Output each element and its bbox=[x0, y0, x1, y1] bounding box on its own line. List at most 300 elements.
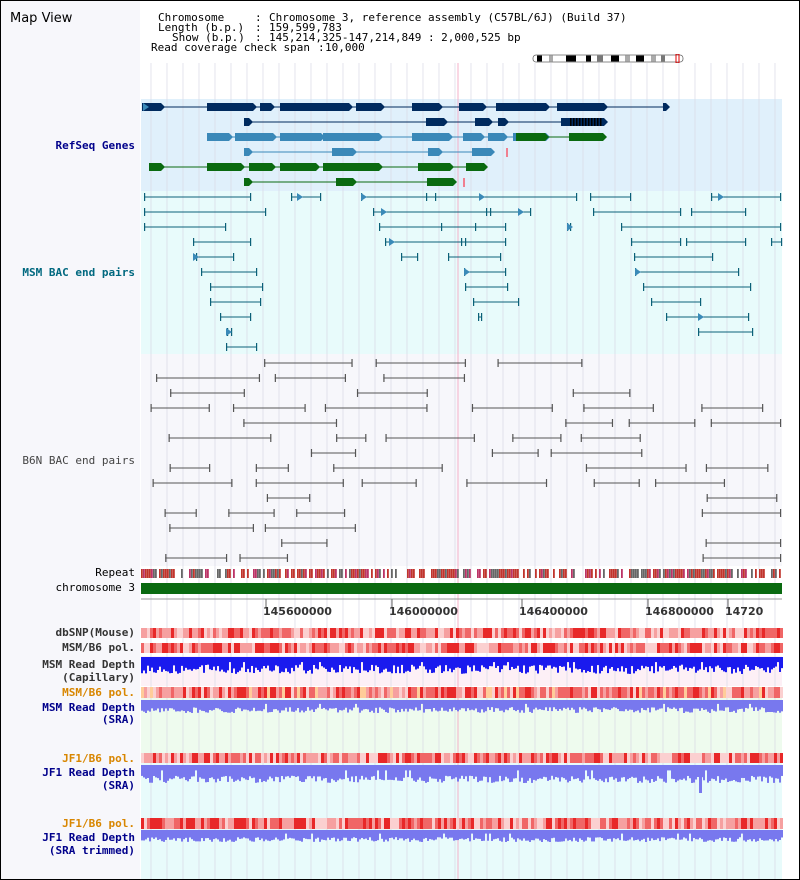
msm-b6-pol-sra-block bbox=[516, 687, 519, 698]
jf1-depth-sra-bar bbox=[373, 765, 375, 776]
msm-b6-pol-block bbox=[618, 643, 621, 653]
msm-bac-end bbox=[505, 238, 506, 246]
jf1-depth-trim-bar bbox=[557, 830, 559, 842]
msm-depth-sra-bar bbox=[669, 700, 671, 708]
msm-b6-pol-sra-block bbox=[540, 687, 543, 698]
jf1-depth-trim-bar bbox=[355, 830, 357, 838]
msm-b6-pol-sra-block bbox=[615, 687, 618, 698]
jf1-depth-sra-bar bbox=[461, 765, 463, 776]
jf1-depth-sra-bar bbox=[251, 765, 253, 778]
msm-depth-capillary-bar bbox=[465, 657, 467, 673]
jf1-b6-pol-block bbox=[216, 753, 219, 763]
jf1-b6-pol-block bbox=[192, 753, 195, 763]
jf1-b6-pol-block bbox=[159, 753, 162, 763]
msm-depth-capillary-bar bbox=[409, 657, 411, 672]
msm-depth-sra-bar bbox=[767, 700, 769, 712]
msm-depth-capillary-bar bbox=[203, 657, 205, 673]
msm-depth-capillary-bar bbox=[549, 657, 551, 665]
jf1-b6-pol-trim-block bbox=[627, 818, 630, 829]
jf1-depth-sra-bar bbox=[623, 765, 625, 777]
msm-b6-pol-sra-block bbox=[513, 687, 516, 698]
dbsnp-block bbox=[552, 628, 555, 638]
jf1-b6-pol-trim-block bbox=[207, 818, 210, 829]
track-label-jf1-depth-trim[interactable]: JF1 Read Depth bbox=[42, 831, 135, 844]
b6n-bac-end bbox=[156, 374, 157, 382]
jf1-depth-trim-bar bbox=[683, 830, 685, 837]
jf1-b6-pol-trim-block bbox=[501, 818, 504, 829]
msm-depth-sra-bar bbox=[655, 700, 657, 710]
repeat-block bbox=[149, 569, 151, 578]
msm-depth-capillary-bar bbox=[619, 657, 621, 671]
jf1-depth-sra-bar bbox=[517, 765, 519, 770]
jf1-depth-sra-bar bbox=[233, 765, 235, 782]
gene-exon bbox=[475, 118, 489, 126]
dbsnp-block bbox=[408, 628, 411, 638]
b6n-bac-end bbox=[706, 539, 707, 547]
msm-b6-pol-block bbox=[516, 643, 519, 653]
b6n-bac-end bbox=[640, 434, 641, 442]
jf1-depth-trim-bar bbox=[163, 830, 165, 842]
repeat-block bbox=[255, 569, 257, 578]
msm-b6-pol-block bbox=[552, 643, 555, 653]
track-label-msm-b6-pol-sra[interactable]: MSM/B6 pol. bbox=[62, 686, 135, 699]
b6n-bac-end bbox=[776, 494, 777, 502]
jf1-depth-sra-bar bbox=[473, 765, 475, 779]
jf1-depth-trim-bar bbox=[265, 830, 267, 840]
jf1-depth-trim-bar bbox=[175, 830, 177, 841]
jf1-b6-pol-trim-block bbox=[720, 818, 723, 829]
msm-b6-pol-sra-block bbox=[147, 687, 150, 698]
jf1-depth-sra-bar bbox=[685, 765, 687, 780]
jf1-depth-sra-bar bbox=[281, 765, 283, 776]
jf1-b6-pol-block bbox=[687, 753, 690, 763]
b6n-bac-end bbox=[170, 464, 171, 472]
msm-depth-sra-bar bbox=[743, 700, 745, 712]
msm-b6-pol-sra-block bbox=[432, 687, 435, 698]
jf1-b6-pol-block bbox=[273, 753, 276, 763]
jf1-depth-sra-bar bbox=[589, 765, 591, 779]
dbsnp-block bbox=[699, 628, 702, 638]
repeat-block bbox=[697, 569, 699, 578]
dbsnp-block bbox=[492, 628, 495, 638]
track-label-msm-depth-capillary[interactable]: MSM Read Depth bbox=[42, 658, 135, 671]
repeat-block bbox=[681, 569, 683, 578]
jf1-depth-trim-bar bbox=[619, 830, 621, 840]
jf1-b6-pol-trim-block bbox=[180, 818, 183, 829]
track-label-msm-depth-sra-sub: (SRA) bbox=[101, 713, 135, 726]
msm-b6-pol-block bbox=[309, 643, 312, 653]
track-label-jf1-depth-trim-sub: (SRA trimmed) bbox=[48, 844, 135, 857]
msm-b6-pol-sra-block bbox=[195, 687, 198, 698]
jf1-b6-pol-block bbox=[600, 753, 603, 763]
msm-bac-end bbox=[750, 283, 751, 291]
jf1-depth-sra-bar bbox=[735, 765, 737, 781]
track-label-msm-bac[interactable]: MSM BAC end pairs bbox=[22, 266, 135, 279]
jf1-depth-trim-bar bbox=[707, 830, 709, 841]
msm-depth-sra-bar bbox=[585, 700, 587, 709]
msm-b6-pol-block bbox=[321, 643, 324, 653]
gene-exon-tick bbox=[594, 118, 596, 126]
jf1-b6-pol-trim-block bbox=[279, 818, 282, 829]
jf1-b6-pol-block bbox=[297, 753, 300, 763]
msm-b6-pol-block bbox=[180, 643, 183, 653]
msm-depth-sra-bar bbox=[739, 700, 741, 709]
msm-depth-sra-bar bbox=[237, 700, 239, 708]
gene-exon bbox=[149, 163, 161, 171]
jf1-b6-pol-trim-block bbox=[519, 818, 522, 829]
repeat-block bbox=[497, 569, 499, 578]
msm-depth-sra-bar bbox=[679, 700, 681, 708]
dbsnp-block bbox=[228, 628, 231, 638]
repeat-block bbox=[277, 569, 279, 578]
dbsnp-block bbox=[405, 628, 408, 638]
jf1-b6-pol-trim-block bbox=[156, 818, 159, 829]
jf1-b6-pol-trim-block bbox=[177, 818, 180, 829]
msm-b6-pol-sra-block bbox=[279, 687, 282, 698]
msm-b6-pol-sra-block bbox=[591, 687, 594, 698]
dbsnp-block bbox=[429, 628, 432, 638]
jf1-b6-pol-block bbox=[702, 753, 705, 763]
repeat-block bbox=[145, 569, 147, 578]
jf1-depth-trim-bar bbox=[687, 830, 689, 841]
msm-depth-capillary-bar bbox=[267, 657, 269, 666]
b6n-bac-end bbox=[464, 374, 465, 382]
jf1-b6-pol-block bbox=[276, 753, 279, 763]
repeat-block bbox=[387, 569, 389, 578]
b6n-bac-end bbox=[305, 404, 306, 412]
msm-depth-sra-bar bbox=[369, 700, 371, 712]
jf1-depth-sra-bar bbox=[513, 765, 515, 779]
msm-depth-capillary-bar bbox=[371, 657, 373, 665]
msm-depth-capillary-bar bbox=[461, 657, 463, 674]
msm-b6-pol-block bbox=[393, 643, 396, 653]
jf1-b6-pol-trim-block bbox=[687, 818, 690, 829]
repeat-block bbox=[303, 569, 305, 578]
msm-b6-pol-block bbox=[348, 643, 351, 653]
dbsnp-block bbox=[732, 628, 735, 638]
dbsnp-block bbox=[153, 628, 156, 638]
jf1-b6-pol-trim-block bbox=[762, 818, 765, 829]
jf1-depth-sra-bar bbox=[485, 765, 487, 777]
msm-depth-sra-bar bbox=[329, 700, 331, 708]
jf1-depth-sra-bar bbox=[175, 765, 177, 776]
jf1-depth-trim-bar bbox=[577, 830, 579, 842]
jf1-b6-pol-block bbox=[456, 753, 459, 763]
msm-b6-pol-sra-block bbox=[498, 687, 501, 698]
jf1-depth-sra-bar bbox=[249, 765, 251, 776]
gene-exon bbox=[428, 148, 439, 156]
msm-depth-sra-bar bbox=[297, 700, 299, 708]
dbsnp-block bbox=[435, 628, 438, 638]
msm-depth-sra-bar bbox=[341, 700, 343, 710]
msm-b6-pol-sra-block bbox=[402, 687, 405, 698]
jf1-depth-sra-bar bbox=[709, 765, 711, 781]
msm-depth-capillary-bar bbox=[435, 657, 437, 668]
jf1-b6-pol-trim-block bbox=[384, 818, 387, 829]
msm-depth-capillary-bar bbox=[577, 657, 579, 669]
msm-depth-capillary-bar bbox=[191, 657, 193, 671]
msm-depth-sra-bar bbox=[535, 700, 537, 708]
msm-depth-capillary-bar bbox=[349, 657, 351, 666]
msm-b6-pol-block bbox=[306, 643, 309, 653]
repeat-block bbox=[143, 569, 145, 578]
dbsnp-block bbox=[612, 628, 615, 638]
repeat-block bbox=[327, 569, 329, 578]
jf1-depth-sra-bar bbox=[579, 765, 581, 781]
jf1-depth-trim-bar bbox=[457, 830, 459, 840]
track-label-msm-depth-sra[interactable]: MSM Read Depth bbox=[42, 701, 135, 714]
msm-depth-sra-bar bbox=[247, 700, 249, 710]
track-label-refseq[interactable]: RefSeq Genes bbox=[55, 139, 135, 152]
msm-b6-pol-sra-block bbox=[411, 687, 414, 698]
jf1-b6-pol-trim-block bbox=[777, 818, 780, 829]
msm-depth-sra-bar bbox=[189, 700, 191, 712]
jf1-depth-trim-bar bbox=[429, 830, 431, 839]
msm-depth-sra-bar bbox=[465, 700, 467, 711]
jf1-depth-sra-bar bbox=[775, 765, 777, 778]
jf1-b6-pol-trim-block bbox=[393, 818, 396, 829]
track-label-chromosome[interactable]: chromosome 3 bbox=[55, 581, 135, 594]
msm-depth-sra-bar bbox=[737, 700, 739, 709]
msm-b6-pol-sra-block bbox=[387, 687, 390, 698]
dbsnp-block bbox=[558, 628, 561, 638]
jf1-b6-pol-block bbox=[387, 753, 390, 763]
jf1-depth-trim-bar bbox=[307, 830, 309, 839]
msm-depth-sra-bar bbox=[417, 700, 419, 711]
jf1-depth-sra-bar bbox=[169, 765, 171, 779]
msm-depth-capillary-bar bbox=[703, 657, 705, 670]
gene-exon bbox=[412, 133, 449, 141]
msm-b6-pol-sra-block bbox=[348, 687, 351, 698]
chromosome-ideogram[interactable] bbox=[531, 54, 691, 63]
msm-b6-pol-block bbox=[183, 643, 186, 653]
msm-b6-pol-sra-block bbox=[297, 687, 300, 698]
jf1-depth-sra-bar bbox=[357, 765, 359, 782]
jf1-depth-trim-bar bbox=[151, 830, 153, 838]
jf1-b6-pol-trim-block bbox=[228, 818, 231, 829]
msm-depth-capillary-bar bbox=[445, 657, 447, 665]
msm-depth-capillary-bar bbox=[237, 657, 239, 672]
msm-b6-pol-sra-block bbox=[555, 687, 558, 698]
jf1-b6-pol-block bbox=[552, 753, 555, 763]
gene-exon bbox=[459, 103, 483, 111]
repeat-block bbox=[151, 569, 153, 578]
msm-depth-sra-bar bbox=[401, 700, 403, 709]
repeat-block bbox=[309, 569, 311, 578]
jf1-b6-pol-block bbox=[477, 753, 480, 763]
jf1-depth-sra-bar bbox=[715, 765, 717, 781]
jf1-depth-trim-bar bbox=[537, 830, 539, 839]
gene-exon bbox=[412, 103, 439, 111]
jf1-b6-pol-trim-block bbox=[690, 818, 693, 829]
track-label-b6n-bac[interactable]: B6N BAC end pairs bbox=[22, 454, 135, 467]
msm-b6-pol-sra-block bbox=[531, 687, 534, 698]
msm-depth-sra-bar bbox=[503, 700, 505, 712]
jf1-b6-pol-trim-block bbox=[741, 818, 744, 829]
msm-depth-sra-bar bbox=[527, 700, 529, 707]
jf1-depth-sra-bar bbox=[347, 765, 349, 778]
msm-b6-pol-block bbox=[741, 643, 744, 653]
dbsnp-block bbox=[183, 628, 186, 638]
msm-bac-end bbox=[680, 238, 681, 246]
jf1-depth-trim-bar bbox=[403, 830, 405, 840]
msm-b6-pol-sra-block bbox=[225, 687, 228, 698]
jf1-b6-pol-trim-block bbox=[564, 818, 567, 829]
jf1-depth-sra-bar bbox=[423, 765, 425, 781]
jf1-depth-sra-bar bbox=[499, 765, 501, 776]
msm-b6-pol-block bbox=[438, 643, 441, 653]
dbsnp-block bbox=[666, 628, 669, 638]
repeat-block bbox=[253, 569, 255, 578]
dbsnp-block bbox=[582, 628, 585, 638]
jf1-depth-sra-bar bbox=[545, 765, 547, 777]
msm-depth-capillary-bar bbox=[353, 657, 355, 667]
jf1-b6-pol-block bbox=[633, 753, 636, 763]
b6n-bac-end bbox=[233, 404, 234, 412]
dbsnp-block bbox=[747, 628, 750, 638]
msm-b6-pol-sra-block bbox=[210, 687, 213, 698]
msm-depth-sra-bar bbox=[317, 700, 319, 708]
jf1-b6-pol-block bbox=[684, 753, 687, 763]
msm-depth-sra-bar bbox=[223, 700, 225, 712]
dbsnp-block bbox=[402, 628, 405, 638]
track-label-jf1-depth-sra[interactable]: JF1 Read Depth bbox=[42, 766, 135, 779]
b6n-bac-end bbox=[239, 554, 240, 562]
track-label-dbsnp[interactable]: dbSNP(Mouse) bbox=[55, 626, 135, 639]
msm-bac-end bbox=[481, 313, 482, 321]
msm-depth-capillary-bar bbox=[197, 657, 199, 669]
jf1-depth-trim-bar bbox=[235, 830, 237, 841]
jf1-depth-trim-bar bbox=[615, 830, 617, 839]
msm-depth-sra-bar bbox=[523, 700, 525, 713]
jf1-b6-pol-block bbox=[579, 753, 582, 763]
jf1-depth-sra-bar bbox=[635, 765, 637, 778]
repeat-block bbox=[341, 569, 343, 578]
msm-b6-pol-block bbox=[273, 643, 276, 653]
dbsnp-block bbox=[780, 628, 783, 638]
msm-depth-capillary-bar bbox=[373, 657, 375, 671]
track-label-msm-b6-pol[interactable]: MSM/B6 pol. bbox=[62, 641, 135, 654]
msm-depth-capillary-bar bbox=[631, 657, 633, 666]
jf1-b6-pol-trim-block bbox=[345, 818, 348, 829]
msm-depth-capillary-bar bbox=[679, 657, 681, 666]
msm-depth-capillary-bar bbox=[319, 657, 321, 662]
b6n-bac-end bbox=[474, 434, 475, 442]
msm-b6-pol-sra-block bbox=[171, 687, 174, 698]
msm-depth-sra-bar bbox=[649, 700, 651, 712]
msm-b6-pol-sra-block bbox=[600, 687, 603, 698]
dbsnp-block bbox=[348, 628, 351, 638]
msm-depth-sra-bar bbox=[623, 700, 625, 711]
msm-depth-sra-bar bbox=[397, 700, 399, 710]
track-canvas[interactable] bbox=[1, 1, 800, 880]
repeat-block bbox=[191, 569, 193, 578]
msm-b6-pol-sra-block bbox=[189, 687, 192, 698]
dbsnp-block bbox=[363, 628, 366, 638]
jf1-b6-pol-block bbox=[285, 753, 288, 763]
msm-depth-sra-bar bbox=[457, 700, 459, 711]
msm-depth-capillary-bar bbox=[719, 657, 721, 668]
jf1-b6-pol-block bbox=[378, 753, 381, 763]
b6n-bac-end bbox=[780, 419, 781, 427]
jf1-b6-pol-block bbox=[183, 753, 186, 763]
msm-bac-end bbox=[144, 223, 145, 231]
jf1-b6-pol-trim-block bbox=[270, 818, 273, 829]
dbsnp-block bbox=[336, 628, 339, 638]
msm-depth-capillary-bar bbox=[455, 657, 457, 668]
msm-depth-sra-bar bbox=[445, 700, 447, 711]
msm-depth-capillary-bar bbox=[429, 657, 431, 670]
jf1-b6-pol-trim-block bbox=[276, 818, 279, 829]
track-label-jf1-b6-pol[interactable]: JF1/B6 pol. bbox=[62, 752, 135, 765]
msm-b6-pol-sra-block bbox=[693, 687, 696, 698]
msm-depth-sra-bar bbox=[291, 700, 293, 712]
track-label-repeat[interactable]: Repeat bbox=[95, 566, 135, 579]
msm-depth-sra-bar bbox=[653, 700, 655, 708]
jf1-depth-sra-bar bbox=[487, 765, 489, 782]
jf1-depth-sra-bar bbox=[695, 765, 697, 780]
msm-b6-pol-block bbox=[276, 643, 279, 653]
dbsnp-block bbox=[675, 628, 678, 638]
dbsnp-block bbox=[636, 628, 639, 638]
jf1-b6-pol-block bbox=[630, 753, 633, 763]
msm-bac-end bbox=[291, 193, 292, 201]
jf1-depth-trim-bar bbox=[493, 830, 495, 839]
msm-depth-capillary-bar bbox=[745, 657, 747, 665]
jf1-depth-trim-bar bbox=[419, 830, 421, 842]
jf1-depth-sra-bar bbox=[725, 765, 727, 778]
jf1-depth-sra-bar bbox=[483, 765, 485, 777]
b6n-bac-end bbox=[275, 374, 276, 382]
msm-b6-pol-sra-block bbox=[642, 687, 645, 698]
jf1-b6-pol-trim-block bbox=[780, 818, 783, 829]
msm-depth-sra-bar bbox=[321, 700, 323, 709]
repeat-block bbox=[455, 569, 457, 578]
msm-depth-sra-bar bbox=[483, 700, 485, 712]
msm-depth-sra-bar bbox=[605, 700, 607, 709]
msm-depth-capillary-bar bbox=[477, 657, 479, 671]
msm-b6-pol-block bbox=[240, 643, 243, 653]
jf1-depth-trim-bar bbox=[701, 830, 703, 839]
msm-b6-pol-block bbox=[216, 643, 219, 653]
jf1-depth-sra-bar bbox=[149, 765, 151, 783]
jf1-depth-sra-bar bbox=[529, 765, 531, 778]
msm-depth-capillary-bar bbox=[163, 657, 165, 669]
jf1-depth-trim-bar bbox=[285, 830, 287, 834]
jf1-b6-pol-trim-block bbox=[387, 818, 390, 829]
msm-b6-pol-sra-block bbox=[465, 687, 468, 698]
msm-depth-sra-bar bbox=[391, 700, 393, 708]
jf1-depth-trim-bar bbox=[257, 830, 259, 837]
msm-b6-pol-sra-block bbox=[294, 687, 297, 698]
jf1-depth-trim-bar bbox=[315, 830, 317, 839]
msm-depth-capillary-bar bbox=[149, 657, 151, 671]
repeat-block bbox=[683, 569, 685, 578]
repeat-block bbox=[361, 569, 363, 578]
msm-depth-capillary-bar bbox=[527, 657, 529, 672]
jf1-depth-trim-bar bbox=[157, 830, 159, 840]
msm-depth-capillary-bar bbox=[765, 657, 767, 672]
track-label-jf1-b6-pol-trim[interactable]: JF1/B6 pol. bbox=[62, 817, 135, 830]
msm-depth-sra-bar bbox=[185, 700, 187, 713]
jf1-depth-trim-bar bbox=[585, 830, 587, 841]
msm-bac-end bbox=[780, 193, 781, 201]
dbsnp-block bbox=[597, 628, 600, 638]
gene-exon bbox=[356, 103, 381, 111]
msm-depth-capillary-bar bbox=[637, 657, 639, 669]
msm-b6-pol-block bbox=[165, 643, 168, 653]
msm-depth-sra-bar bbox=[781, 700, 783, 711]
